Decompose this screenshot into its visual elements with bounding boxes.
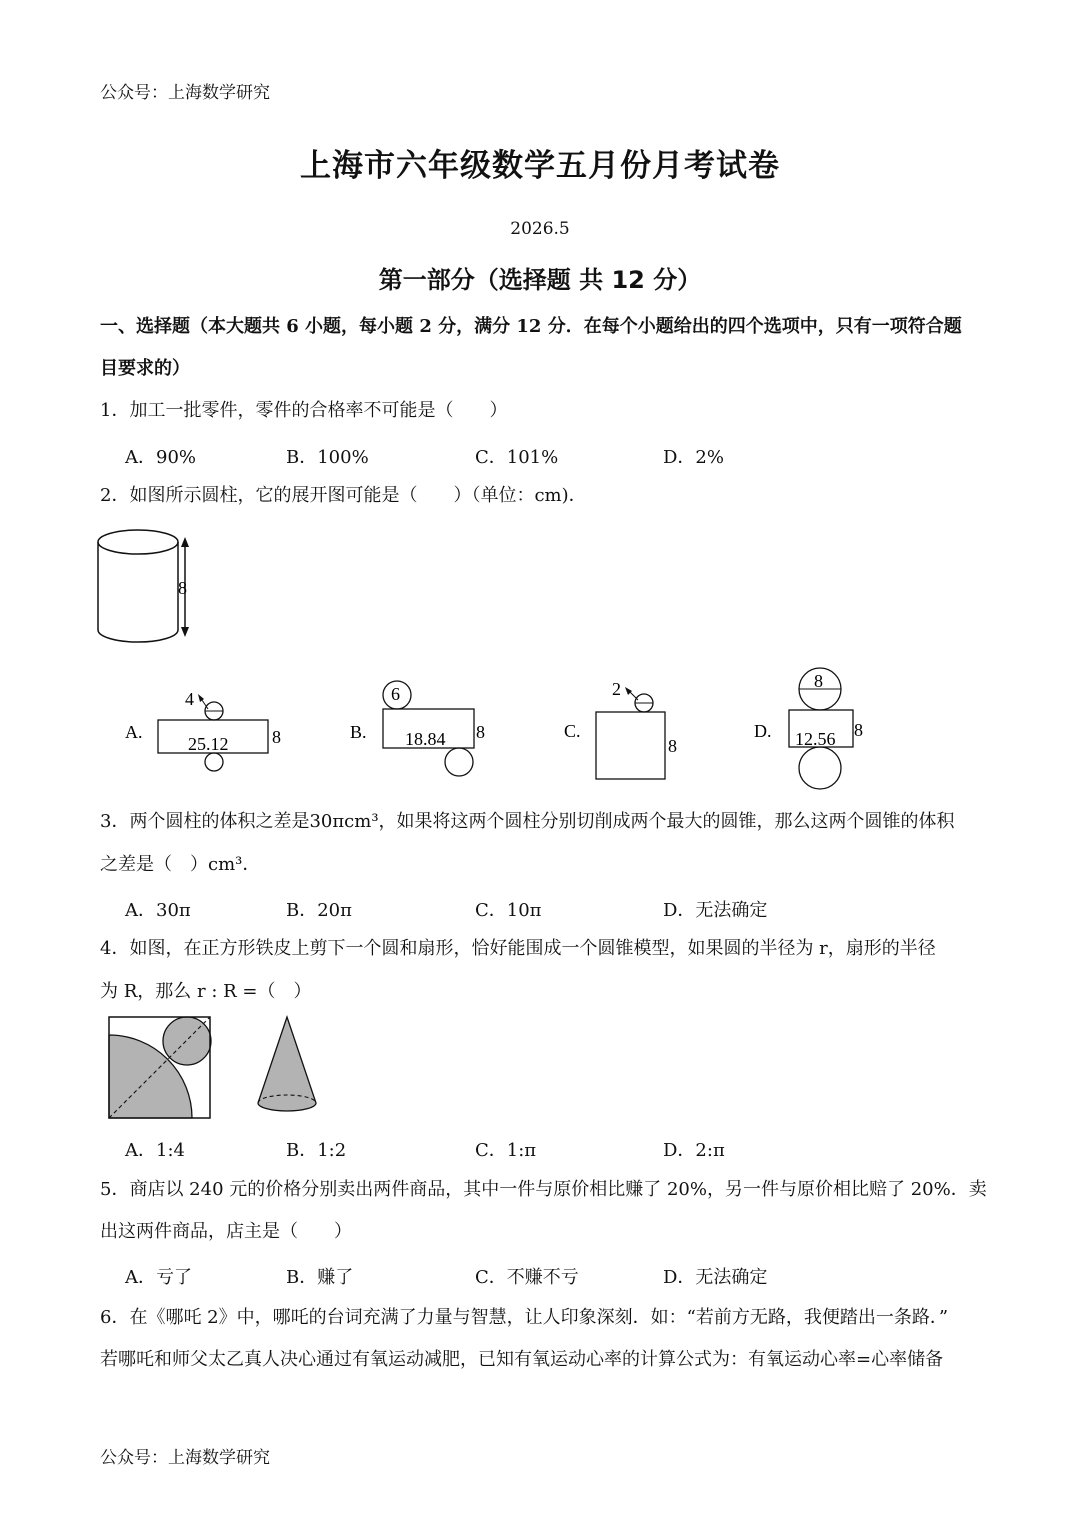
q4-option-a: A．1:4 — [125, 1140, 185, 1161]
header-source: 公众号：上海数学研究 — [100, 83, 270, 103]
choice-d-circle-label: 8 — [814, 671, 823, 691]
net-choice-c — [562, 675, 692, 785]
choice-d-letter: D. — [754, 721, 772, 741]
question-3-stem-line2: 之差是（ ）cm³． — [100, 854, 261, 875]
q5-option-b: B．赚了 — [286, 1267, 354, 1288]
cylinder-figure — [90, 525, 210, 650]
q5-option-a: A．亏了 — [125, 1267, 192, 1288]
choice-b-letter: B. — [350, 722, 367, 742]
net-choice-d — [752, 667, 882, 792]
choice-c-circle-label: 2 — [612, 679, 621, 699]
choice-a-letter: A. — [125, 722, 143, 742]
q4-option-c: C．1:π — [475, 1140, 537, 1161]
q1-option-c: C．101% — [475, 447, 559, 468]
choice-a-circle-label: 4 — [185, 689, 194, 709]
q3-option-c: C．10π — [475, 900, 542, 921]
q3-option-d: D．无法确定 — [663, 900, 768, 921]
cone-figure — [252, 1013, 322, 1118]
page-title: 上海市六年级数学五月份月考试卷 — [300, 148, 780, 184]
question-2-stem: 2．如图所示圆柱，它的展开图可能是（ ）（单位：cm)． — [100, 485, 587, 506]
q4-option-d: D．2:π — [663, 1140, 725, 1161]
q3-option-b: B．20π — [286, 900, 352, 921]
square-sector-figure — [105, 1013, 220, 1123]
choice-a-rect-label: 25.12 — [188, 734, 229, 754]
question-5-stem-line2: 出这两件商品，店主是（ ） — [100, 1221, 352, 1242]
question-6-stem-line2: 若哪吒和师父太乙真人决心通过有氧运动减肥，已知有氧运动心率的计算公式为：有氧运动心率=心率储备 — [100, 1349, 944, 1370]
footer-source: 公众号：上海数学研究 — [100, 1448, 270, 1468]
q3-option-a: A．30π — [125, 900, 191, 921]
net-choice-a — [120, 683, 295, 803]
q4-option-b: B．1:2 — [286, 1140, 347, 1161]
q5-option-d: D．无法确定 — [663, 1267, 768, 1288]
choice-b-side-label: 8 — [476, 722, 485, 742]
q5-option-c: C．不赚不亏 — [475, 1267, 579, 1288]
question-6-stem-line1: 6．在《哪吒 2》中，哪吒的台词充满了力量与智慧，让人印象深刻．如：“若前方无路，我便踏出一条路．” — [100, 1307, 949, 1328]
choice-b-circle-label: 6 — [391, 684, 400, 704]
question-3-stem-line1: 3．两个圆柱的体积之差是30πcm³，如果将这两个圆柱分别切削成两个最大的圆锥，那么这两个圆锥的体积 — [100, 811, 955, 832]
choice-d-rect-label: 12.56 — [795, 729, 836, 749]
question-4-stem-line1: 4．如图，在正方形铁皮上剪下一个圆和扇形，恰好能围成一个圆锥模型，如果圆的半径为 r，扇形的半径 — [100, 938, 936, 959]
q1-option-a: A．90% — [125, 447, 197, 468]
part-title: 第一部分（选择题 共 12 分） — [378, 266, 702, 294]
choice-a-side-label: 8 — [272, 727, 281, 747]
cylinder-height-label: 8 — [178, 578, 187, 598]
choice-c-side-label: 8 — [668, 736, 677, 756]
exam-date: 2026.5 — [510, 219, 570, 239]
choice-b-rect-label: 18.84 — [405, 729, 446, 749]
choice-c-letter: C. — [564, 721, 581, 741]
section-instructions-line1: 一、选择题（本大题共 6 小题，每小题 2 分，满分 12 分．在每个小题给出的四个选项中，只有一项符合题 — [100, 316, 962, 337]
section-instructions-line2: 目要求的） — [100, 358, 190, 379]
choice-d-side-label: 8 — [854, 720, 863, 740]
q1-option-b: B．100% — [286, 447, 369, 468]
question-5-stem-line1: 5．商店以 240 元的价格分别卖出两件商品，其中一件与原价相比赚了 20%，另一件与原价相比赔了 20%．卖 — [100, 1179, 987, 1200]
question-4-stem-line2: 为 R，那么 r : R =（ ） — [100, 981, 312, 1002]
question-1-stem: 1．加工一批零件，零件的合格率不可能是（ ） — [100, 400, 508, 421]
net-choice-b — [348, 678, 498, 803]
q1-option-d: D．2% — [663, 447, 724, 468]
